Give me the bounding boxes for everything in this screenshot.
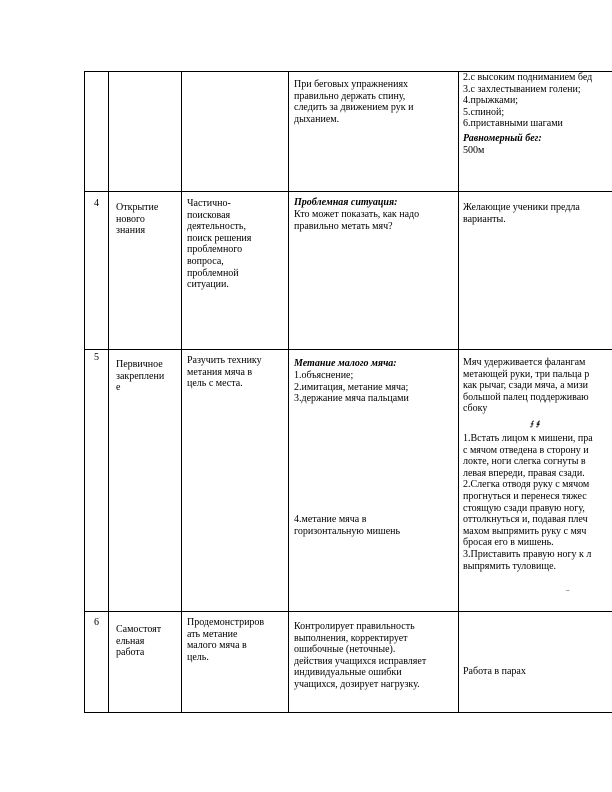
row-3-student-text: Мяч удерживается фалангам метающей руки, три пальца р как рычаг, сзади мяча, а мизи большой палец поддерживаю сбоку <box>463 357 590 415</box>
row-4-stage: Самостоят ельная работа <box>116 624 162 659</box>
row-3-image-fragment: ⨍ ⨎ <box>530 420 541 428</box>
row-3-number: 5 <box>94 352 99 363</box>
column-divider-3 <box>288 71 289 713</box>
column-divider-2 <box>181 71 182 713</box>
row-2-stage: Открытие нового знания <box>116 202 159 237</box>
table-border-left <box>84 71 85 713</box>
column-divider-1 <box>108 71 109 713</box>
row-4-number: 6 <box>94 617 99 628</box>
row-1-student-heading: Равномерный бег: <box>463 133 542 144</box>
row-2-student-text: Желающие ученики предла варианты. <box>463 202 580 225</box>
row-3-stage: Первичное закреплени е <box>116 359 165 394</box>
row-1-student-text: 2.с высоким подниманием бед 3.с захлестыванием голени; 4.прыжками; 5.спиной; 6.приставными шагами <box>463 72 593 130</box>
row-2-teacher-text: Кто может показать, как надо правильно метать мяч? <box>294 209 420 232</box>
row-divider-3 <box>84 611 612 612</box>
table-border-bottom <box>84 712 612 713</box>
row-3-teacher-heading: Метание малого мяча: <box>294 358 397 369</box>
row-2-method: Частично- поисковая деятельность, поиск решения проблемного вопроса, проблемной ситуации. <box>187 198 252 291</box>
row-3-method: Разучить технику метания мяча в цель с места. <box>187 355 262 390</box>
row-3-teacher-list: 1.объяснение; 2.имитация, метание мяча; 3.держание мяча пальцами <box>294 370 409 405</box>
row-divider-2 <box>84 349 612 350</box>
row-4-student-text: Работа в парах <box>463 666 526 677</box>
row-divider-1 <box>84 191 612 192</box>
row-3-student-steps: 1.Встать лицом к мишени, пра с мячом отведена в сторону и локте, ноги слегка согнуты в левая впереди, правая сзади. 2.Слегка отводя руку с мячом прогнуться и перенеся тяжес стоящую сзади правую ногу, оттолкнуться и, подавая плеч махом выпрямить руку с мяч бросая его в мишень. 3.Приставить правую ногу к л выпрямить туловище. <box>463 433 593 572</box>
row-2-number: 4 <box>94 198 99 209</box>
row-1-teacher-text: При беговых упражнениях правильно держать спину, следить за движением рук и дыханием. <box>294 79 414 125</box>
row-1-student-distance: 500м <box>463 145 485 156</box>
row-3-image-edge: – <box>566 586 570 594</box>
row-3-teacher-list-item-4: 4.метание мяча в горизонтальную мишень <box>294 514 401 537</box>
column-divider-4 <box>458 71 459 713</box>
row-2-teacher-heading: Проблемная ситуация: <box>294 197 398 208</box>
row-4-teacher-text: Контролирует правильность выполнения, корректирует ошибочные (неточные). действия учащихся исправляет индивидуальные ошибки учащихся, дозирует нагрузку. <box>294 621 427 690</box>
row-4-method: Продемонстриров ать метание малого мяча в цель. <box>187 617 265 663</box>
